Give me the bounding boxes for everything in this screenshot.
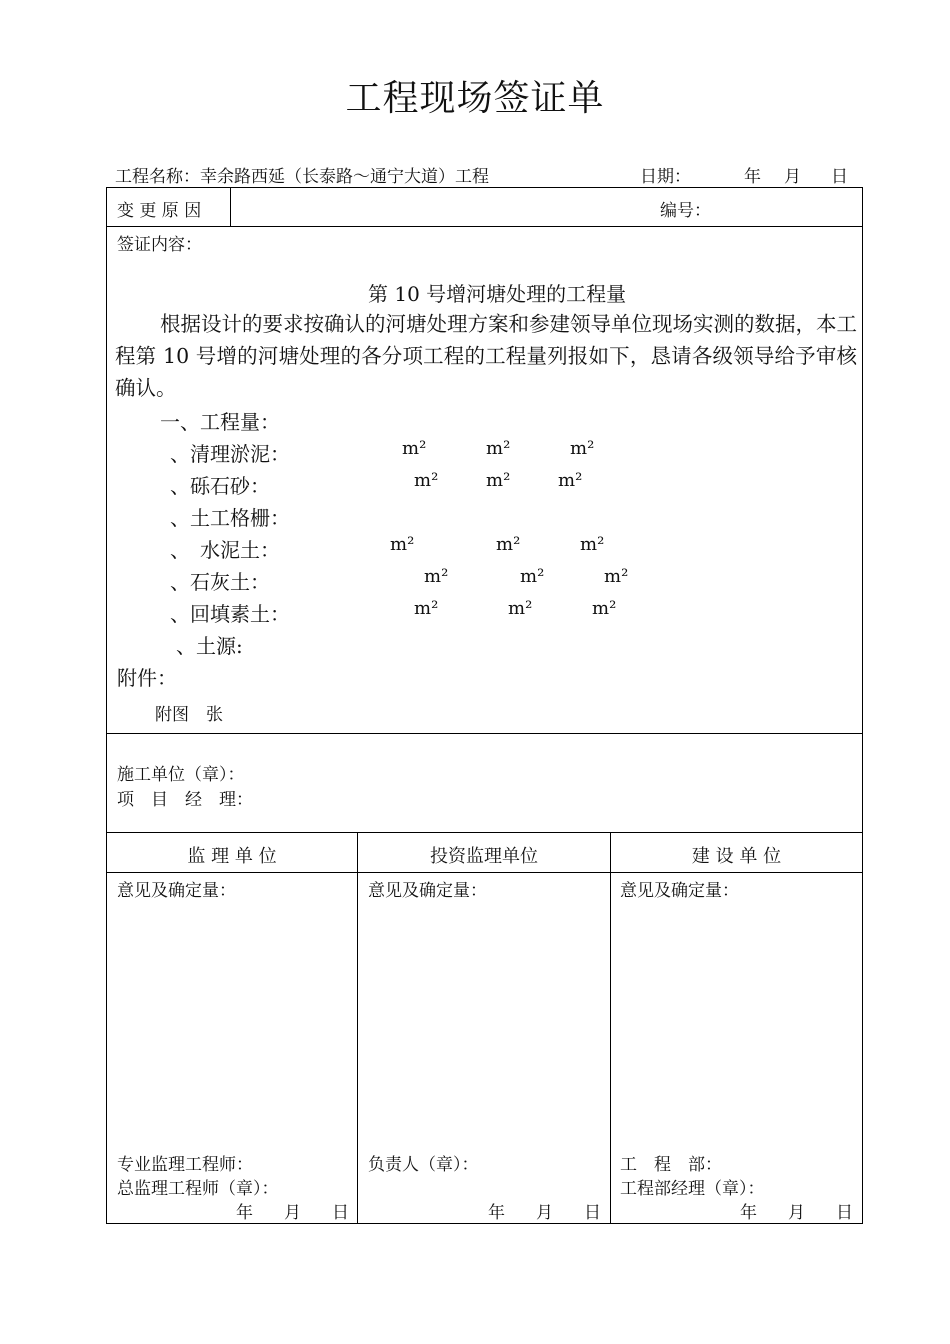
unit-value: m² xyxy=(580,534,605,555)
signature-label: 专业监理工程师： xyxy=(117,1155,253,1175)
date-label: 日期： xyxy=(640,167,691,187)
column-header-supervision: 监 理 单 位 xyxy=(187,846,277,867)
change-reason-label: 变 更 原 因 xyxy=(117,201,202,221)
content-paragraph: 根据设计的要求按确认的河塘处理方案和参建领导单位现场实测的数据，本工程第 10 号增的河塘处理的各分项工程的工程量列报如下，恳请各级领导给予审核确认。 xyxy=(115,312,857,400)
date-month: 月 xyxy=(284,1203,301,1223)
unit-value: m² xyxy=(414,470,439,491)
item-label: 、土工格栅： xyxy=(170,506,290,530)
date-day: 日 xyxy=(332,1203,349,1223)
unit-value: m² xyxy=(604,566,629,587)
section-heading: 一、工程量： xyxy=(160,410,280,434)
table-right-border xyxy=(862,187,863,1224)
date-year: 年 xyxy=(488,1203,505,1223)
col-divider-2 xyxy=(610,832,611,1224)
unit-value: m² xyxy=(592,598,617,619)
unit-value: m² xyxy=(414,598,439,619)
attachment-label: 附件： xyxy=(117,666,177,690)
document-title: 工程现场签证单 xyxy=(345,78,605,119)
number-label: 编号： xyxy=(660,201,711,221)
signature-label: 工 程 部： xyxy=(620,1155,722,1175)
item-label: 、清理淤泥： xyxy=(170,442,290,466)
unit-value: m² xyxy=(496,534,521,555)
unit-value: m² xyxy=(390,534,415,555)
item-label: 、土源: xyxy=(176,634,243,658)
item-label: 、 水泥土： xyxy=(170,538,280,562)
content-label: 签证内容： xyxy=(117,235,202,255)
unit-value: m² xyxy=(570,438,595,459)
unit-value: m² xyxy=(508,598,533,619)
content-heading: 第 10 号增河塘处理的工程量 xyxy=(368,282,627,306)
date-month: 月 xyxy=(784,167,801,187)
column-header-investment-supervision: 投资监理单位 xyxy=(430,846,538,867)
date-month: 月 xyxy=(536,1203,553,1223)
row-divider-3 xyxy=(106,832,863,833)
unit-value: m² xyxy=(558,470,583,491)
row-divider-4 xyxy=(106,872,863,873)
unit-value: m² xyxy=(486,470,511,491)
table-left-border xyxy=(106,187,107,1224)
opinion-label: 意见及确定量： xyxy=(117,881,236,901)
date-year: 年 xyxy=(236,1203,253,1223)
signature-label: 工程部经理（章）： xyxy=(620,1179,765,1199)
column-header-construction-unit: 建 设 单 位 xyxy=(691,846,782,867)
unit-value: m² xyxy=(486,438,511,459)
col-divider-1 xyxy=(357,832,358,1224)
unit-value: m² xyxy=(424,566,449,587)
unit-value: m² xyxy=(520,566,545,587)
date-day: 日 xyxy=(831,167,848,187)
item-label: 、回填素土： xyxy=(170,602,290,626)
opinion-label: 意见及确定量： xyxy=(620,881,739,901)
signature-label: 总监理工程师（章）： xyxy=(117,1179,279,1199)
opinion-label: 意见及确定量： xyxy=(368,881,487,901)
date-day: 日 xyxy=(836,1203,853,1223)
contractor-unit-label: 施工单位（章）： xyxy=(117,765,245,785)
item-label: 、石灰土： xyxy=(170,570,270,594)
table-bottom-border xyxy=(106,1223,863,1224)
row-divider-2 xyxy=(106,733,863,734)
date-day: 日 xyxy=(584,1203,601,1223)
row-divider-1 xyxy=(106,226,863,227)
date-year: 年 xyxy=(740,1203,757,1223)
attachment-detail: 附图 张 xyxy=(155,705,223,725)
reason-divider xyxy=(230,187,231,226)
date-year: 年 xyxy=(744,167,761,187)
table-top-border xyxy=(106,187,863,188)
date-month: 月 xyxy=(788,1203,805,1223)
project-name: 工程名称：幸余路西延（长泰路～通宁大道）工程 xyxy=(115,167,489,187)
project-manager-label: 项 目 经 理： xyxy=(117,790,253,810)
unit-value: m² xyxy=(402,438,427,459)
signature-label: 负责人（章）： xyxy=(368,1155,479,1175)
item-label: 、砾石砂： xyxy=(170,474,270,498)
